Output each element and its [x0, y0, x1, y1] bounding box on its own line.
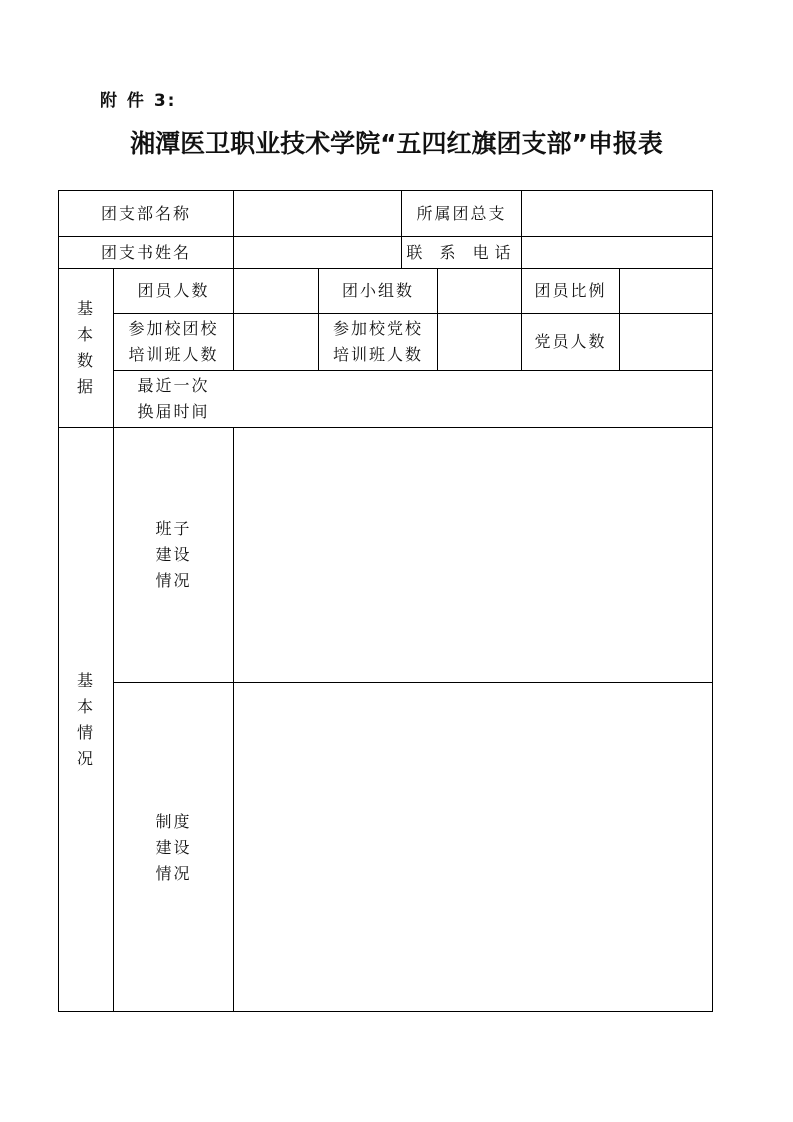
group-count-field[interactable] — [438, 269, 521, 313]
team-building-label: 班子 建设 情况 — [155, 519, 192, 590]
system-building-field[interactable] — [234, 683, 712, 1011]
member-ratio-field[interactable] — [620, 269, 712, 313]
team-building-field[interactable] — [234, 428, 712, 682]
party-training-field[interactable] — [438, 314, 521, 370]
member-count-label: 团员人数 — [137, 281, 210, 300]
affiliated-branch-label: 所属团总支 — [416, 203, 507, 223]
branch-name-label: 团支部名称 — [100, 203, 191, 223]
attachment-label: 附 件 3: — [100, 91, 177, 111]
group-count-label: 团小组数 — [341, 281, 414, 300]
contact-phone-label: 联 系 电话 — [406, 242, 517, 262]
party-member-count-field[interactable] — [620, 314, 712, 370]
contact-phone-field[interactable] — [522, 237, 712, 268]
basic-data-label: 基 本 数 据 — [76, 299, 95, 396]
affiliated-branch-field[interactable] — [522, 191, 712, 236]
member-ratio-label: 团员比例 — [534, 281, 607, 300]
basic-situation-label: 基 本 情 况 — [76, 671, 95, 768]
league-training-label: 参加校团校 培训班人数 — [128, 319, 219, 364]
member-count-field[interactable] — [234, 269, 318, 313]
league-training-field[interactable] — [234, 314, 318, 370]
branch-name-field[interactable] — [234, 191, 401, 236]
last-election-label: 最近一次 换届时间 — [137, 376, 210, 421]
system-building-label: 制度 建设 情况 — [155, 812, 192, 883]
last-election-field[interactable] — [234, 371, 712, 427]
secretary-name-field[interactable] — [234, 237, 401, 268]
party-training-label: 参加校党校 培训班人数 — [332, 319, 423, 364]
party-member-count-label: 党员人数 — [534, 332, 607, 351]
secretary-name-label: 团支书姓名 — [100, 242, 191, 262]
page-title: 湘潭医卫职业技术学院“五四红旗团支部”申报表 — [130, 129, 663, 158]
